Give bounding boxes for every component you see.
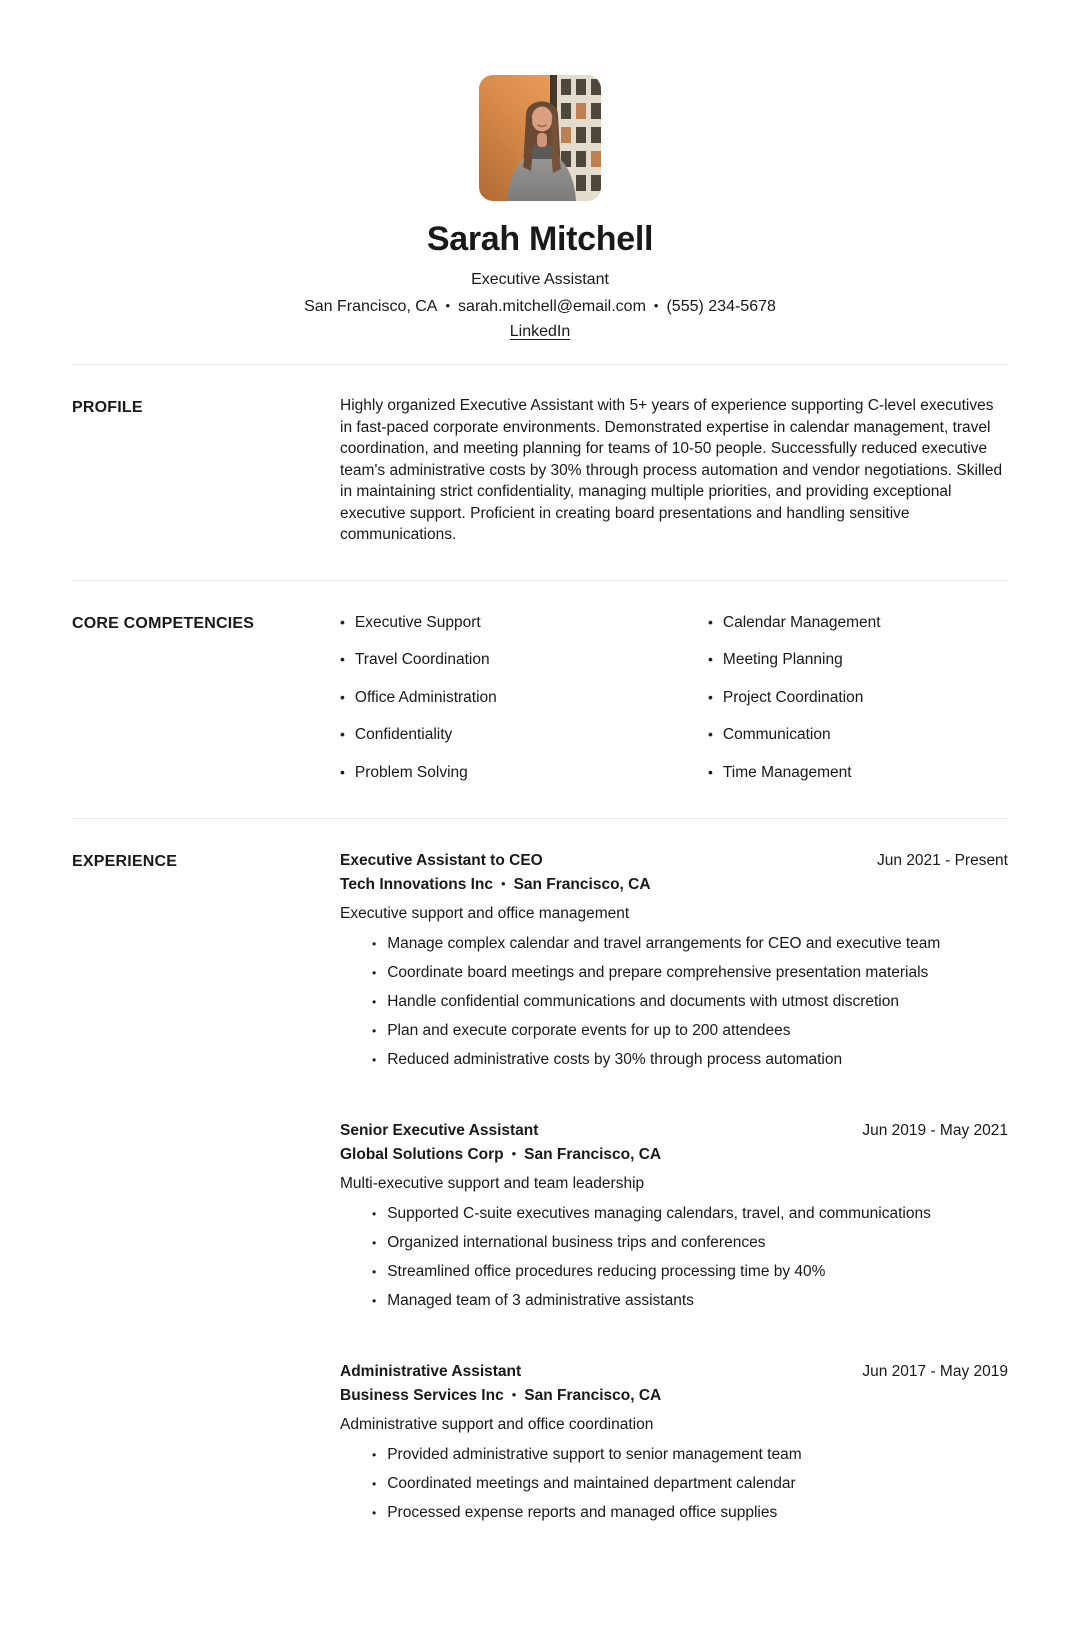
bullet-icon: •: [340, 613, 345, 630]
job-company-line: [340, 1142, 661, 1166]
competency-item: [340, 761, 708, 784]
job-bullet: • Supported C-suite executives managing calendars, travel, and communications: [372, 1203, 1008, 1225]
competencies-heading: CORE COMPETENCIES: [72, 614, 255, 632]
job-bullet-list: [340, 1203, 1008, 1312]
job-bullet: • Plan and execute corporate events for up to 200 attendees: [372, 1020, 1008, 1042]
job-bullet-list: [340, 933, 1008, 1071]
competencies-right-column: [708, 611, 1008, 784]
profile-summary-text: Highly organized Executive Assistant with 5+ years of experience supporting C-level executives in fast-paced corporate environments. Demonstrated expertise in calendar management, travel coordination, and meeting planning for teams of 10-50 people. Successfully reduced executive team's administrative costs by 30% through process automation and vendor negotiations. Skilled in maintaining strict confidentiality, managing multiple priorities, and providing exceptional executive support. Proficient in creating board presentations and handling sensitive communications.: [340, 397, 1003, 543]
bullet-icon: •: [372, 965, 377, 980]
bullet-icon: •: [372, 1235, 377, 1250]
job-bullet: • Coordinated meetings and maintained department calendar: [372, 1473, 1008, 1495]
job-bullet: • Processed expense reports and managed office supplies: [372, 1502, 1008, 1524]
job-company: Business Services Inc: [340, 1386, 504, 1404]
job-summary: Administrative support and office coordination: [340, 1415, 654, 1433]
job-bullet: • Organized international business trips and conferences: [372, 1232, 1008, 1254]
job-dates: Jun 2017 - May 2019: [862, 1362, 1008, 1380]
competency-label: Communication: [722, 726, 831, 743]
competency-item: [708, 648, 1008, 671]
competency-label: Office Administration: [354, 688, 497, 706]
job-dates: Jun 2021 - Present: [877, 851, 1008, 869]
profile-photo-illustration: [479, 75, 601, 201]
competency-label: Meeting Planning: [722, 651, 843, 668]
competencies-left-column: [340, 611, 708, 784]
bullet-icon: •: [372, 1293, 377, 1308]
competency-item: [340, 648, 708, 671]
competency-label: Executive Support: [354, 613, 481, 631]
contact-email: sarah.mitchell@email.com: [458, 298, 646, 315]
bullet-icon: •: [372, 1023, 377, 1038]
competencies-columns: [340, 611, 1008, 784]
job-location: San Francisco, CA: [524, 1386, 662, 1404]
competency-item: [340, 723, 708, 746]
job-bullet: • Handle confidential communications and documents with utmost discretion: [372, 991, 1008, 1013]
bullet-icon: •: [708, 688, 713, 705]
competencies-section: [72, 580, 1008, 818]
bullet-icon: •: [340, 651, 345, 667]
job-bullet: • Streamlined office procedures reducing processing time by 40%: [372, 1261, 1008, 1283]
competency-item: [708, 686, 1008, 709]
bullet-icon: •: [340, 688, 345, 705]
job-title: Administrative Assistant: [340, 1362, 522, 1380]
competency-label: Confidentiality: [354, 726, 453, 743]
job-location: San Francisco, CA: [524, 1145, 662, 1163]
separator-dot: •: [445, 298, 451, 313]
bullet-icon: •: [708, 726, 713, 742]
experience-entry: [340, 1119, 1008, 1312]
bullet-icon: •: [372, 1505, 377, 1520]
competency-label: Travel Coordination: [354, 651, 490, 668]
job-company: Tech Innovations Inc: [340, 875, 494, 893]
bullet-icon: •: [340, 726, 345, 742]
job-bullet: • Coordinate board meetings and prepare comprehensive presentation materials: [372, 962, 1008, 984]
bullet-icon: •: [372, 1052, 377, 1067]
contact-phone: (555) 234-5678: [666, 298, 776, 315]
resume-header: [72, 0, 1008, 364]
job-bullet-list: [340, 1444, 1008, 1524]
job-dates: Jun 2019 - May 2021: [862, 1121, 1008, 1139]
bullet-icon: •: [708, 651, 713, 667]
contact-line: [72, 293, 1008, 320]
job-location: San Francisco, CA: [513, 875, 651, 893]
separator-dot: •: [501, 875, 506, 891]
contact-location: San Francisco, CA: [304, 298, 438, 315]
competency-item: [340, 686, 708, 709]
job-summary: Multi-executive support and team leadership: [340, 1174, 645, 1192]
separator-dot: •: [653, 298, 659, 313]
separator-dot: •: [511, 1145, 517, 1161]
bullet-icon: •: [708, 763, 713, 780]
competency-item: [708, 723, 1008, 746]
competency-label: Time Management: [722, 763, 852, 781]
bullet-icon: •: [708, 613, 713, 630]
competency-label: Calendar Management: [722, 613, 881, 631]
job-title: Executive Assistant to CEO: [340, 851, 543, 869]
profile-heading: PROFILE: [72, 399, 143, 416]
person-title: Executive Assistant: [471, 271, 609, 288]
job-company-line: [340, 872, 651, 896]
linkedin-link[interactable]: LinkedIn: [509, 323, 571, 340]
bullet-icon: •: [372, 936, 377, 951]
competency-item: [340, 611, 708, 634]
job-company: Global Solutions Corp: [340, 1145, 504, 1163]
bullet-icon: •: [372, 1476, 377, 1491]
job-bullet: • Managed team of 3 administrative assistants: [372, 1290, 1008, 1312]
bullet-icon: •: [372, 1264, 377, 1279]
competency-item: [708, 761, 1008, 784]
experience-entry: [340, 1360, 1008, 1524]
job-company-line: [340, 1383, 661, 1407]
job-bullet: • Reduced administrative costs by 30% through process automation: [372, 1049, 1008, 1071]
profile-photo: [479, 75, 601, 201]
bullet-icon: •: [372, 994, 377, 1009]
bullet-icon: •: [372, 1447, 377, 1462]
competency-label: Project Coordination: [722, 688, 864, 706]
competency-label: Problem Solving: [354, 763, 468, 781]
separator-dot: •: [511, 1386, 517, 1402]
experience-section: [72, 818, 1008, 1558]
competency-item: [708, 611, 1008, 634]
bullet-icon: •: [340, 763, 345, 780]
job-summary: Executive support and office management: [340, 904, 630, 922]
experience-entry: [340, 849, 1008, 1071]
experience-heading: EXPERIENCE: [72, 852, 178, 870]
person-name: Sarah Mitchell: [426, 220, 654, 258]
bullet-icon: •: [372, 1206, 377, 1221]
job-title: Senior Executive Assistant: [340, 1121, 539, 1139]
profile-section: [72, 364, 1008, 580]
job-bullet: • Provided administrative support to senior management team: [372, 1444, 1008, 1466]
job-bullet: • Manage complex calendar and travel arrangements for CEO and executive team: [372, 933, 1008, 955]
